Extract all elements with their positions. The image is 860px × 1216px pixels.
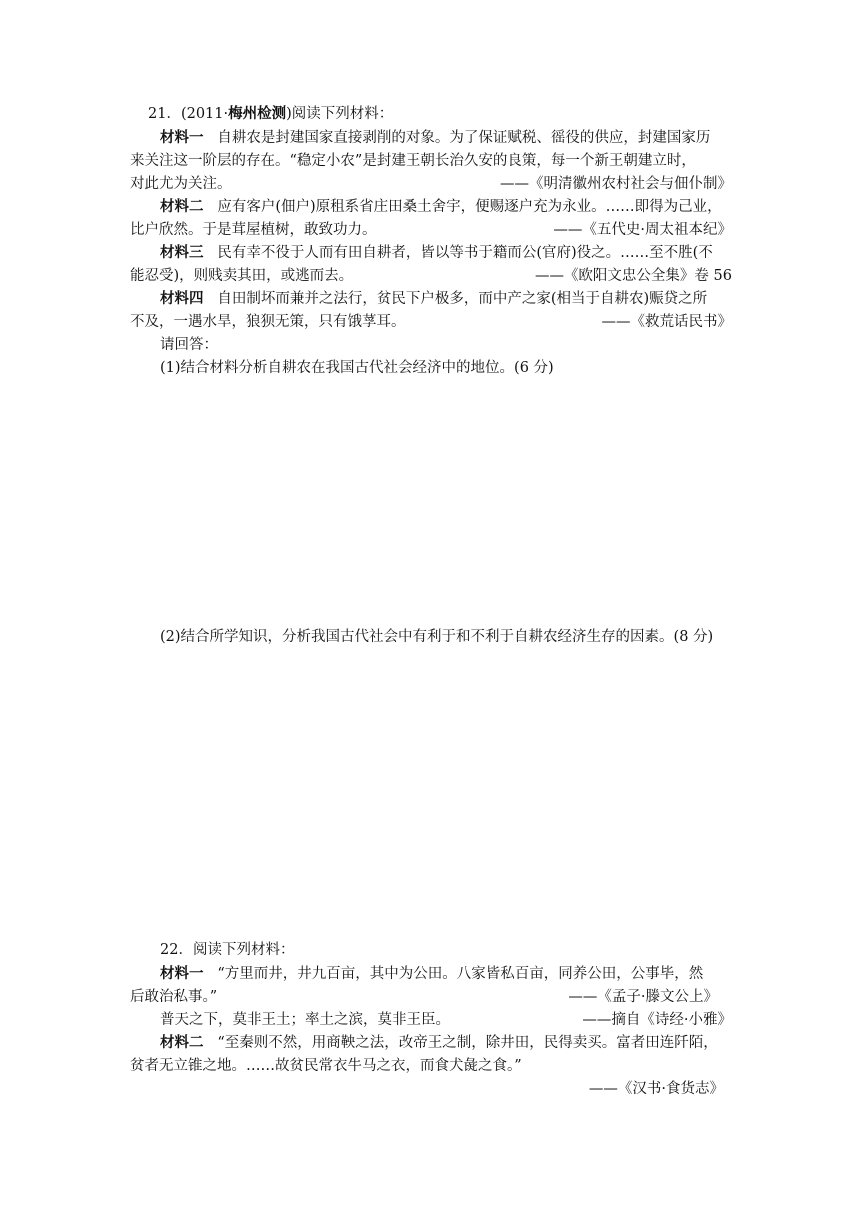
q21-source: 梅州检测 <box>228 105 287 122</box>
q22-m1-label: 材料一 <box>160 965 204 982</box>
q21-m3-citation: ——《欧阳文忠公全集》卷 56 <box>534 268 732 284</box>
q22-m1-text1: “方里而井，井九百亩，其中为公田。八家皆私百亩，同养公田，公事毕，然 <box>217 966 704 982</box>
q22-m2-line1 <box>160 1032 718 1054</box>
q21-prompt: 请回答： <box>160 337 218 353</box>
q21-m4-label: 材料四 <box>160 290 204 307</box>
q21-m4-text1: 自田制坏而兼并之法行，贫民下户极多，而中产之家(相当于自耕农)赈贷之所 <box>217 291 708 307</box>
q21-m1-line2: 来关注这一阶层的存在。“稳定小农”是封建王朝长治久安的良策，每一个新王朝建立时， <box>130 153 696 169</box>
q22-heading: 22．阅读下列材料： <box>160 942 295 958</box>
q21-m2-text1: 应有客户(佃户)原租系省庄田桑土舍宇，便赐逐户充为永业。……即得为己业， <box>217 199 722 215</box>
q22-m2-line2: 贫者无立锥之地。……故贫民常衣牛马之衣，而食犬彘之食。” <box>130 1058 522 1074</box>
q21-m2-label: 材料二 <box>160 198 204 215</box>
q21-m2-line2: 比户欣然。于是茸屋植树，敢致功力。 <box>130 222 377 238</box>
q21-m4-line1 <box>160 288 707 310</box>
q21-heading <box>148 103 393 125</box>
q21-m2-citation: ——《五代史·周太祖本纪》 <box>553 222 732 238</box>
q21-m3-text1: 民有幸不役于人而有田自耕者，皆以等书于籍而公(官府)役之。……至不胜(不 <box>217 245 713 261</box>
q22-m2-text1: “至秦则不然，用商鞅之法，改帝王之制，除井田，民得卖买。富者田连阡陌， <box>217 1035 718 1051</box>
q21-m3-label: 材料三 <box>160 244 204 261</box>
q22-m1-line2: 后敢治私事。” <box>130 989 218 1005</box>
q21-m1-line3: 对此尤为关注。 <box>130 176 232 192</box>
q21-m3-line1 <box>160 242 713 264</box>
q21-m4-citation: ——《救荒话民书》 <box>601 314 732 330</box>
q21-m1-line1 <box>160 127 710 149</box>
q21-m2-line1 <box>160 196 722 218</box>
q21-m1-citation: ——《明清徽州农村社会与佃仆制》 <box>500 176 732 192</box>
q22-m1-line1 <box>160 963 703 985</box>
q21-m1-text1: 自耕农是封建国家直接剥削的对象。为了保证赋税、徭役的供应，封建国家历 <box>217 130 711 146</box>
q21-m4-line2: 不及，一遇水旱，狼狈无策，只有饿莩耳。 <box>130 314 406 330</box>
q22-m2-label: 材料二 <box>160 1034 204 1051</box>
q22-m1-citation-2: ——摘自《诗经·小雅》 <box>582 1012 732 1028</box>
q21-m3-line2: 能忍受)，则贱卖其田，或逃而去。 <box>130 268 354 284</box>
q22-m1-line3: 普天之下，莫非王土；率土之滨，莫非王臣。 <box>160 1012 450 1028</box>
q22-m1-citation-1: ——《孟子·滕文公上》 <box>568 989 718 1005</box>
q22-m2-citation: ——《汉书·食货志》 <box>588 1081 724 1097</box>
q21-number: 21．(2011· <box>148 106 229 122</box>
q21-subquestion-1: (1)结合材料分析自耕农在我国古代社会经济中的地位。(6 分) <box>160 360 554 376</box>
q21-m1-label: 材料一 <box>160 129 204 146</box>
q21-subquestion-2: (2)结合所学知识，分析我国古代社会中有利于和不利于自耕农经济生存的因素。(8 分) <box>160 629 714 645</box>
q21-intro: )阅读下列材料： <box>286 106 394 122</box>
